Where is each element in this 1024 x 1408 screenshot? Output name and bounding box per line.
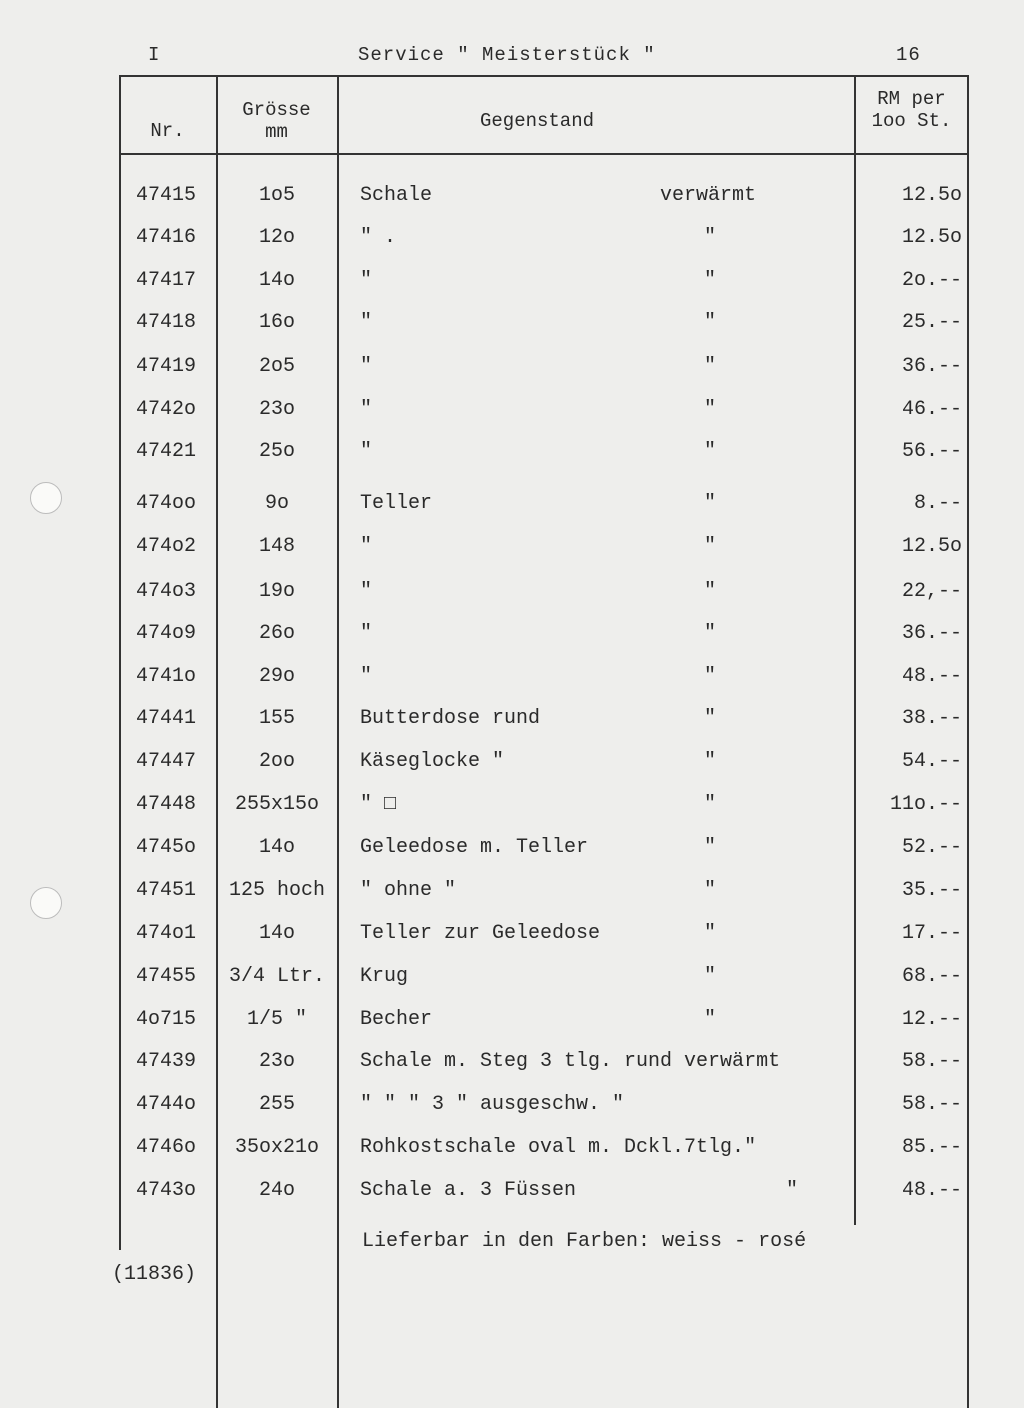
row-number: 47421: [136, 440, 197, 463]
row-note: ": [704, 355, 717, 378]
row-size: 1/5 ": [246, 1008, 307, 1031]
row-price: 56.--: [901, 440, 962, 463]
row-price: 22,--: [901, 580, 962, 603]
row-size: 14o: [258, 922, 295, 945]
row-note: ": [704, 492, 717, 515]
row-item: Butterdose rund: [360, 707, 541, 730]
row-item: ": [360, 311, 373, 334]
row-price: 12.5o: [901, 184, 962, 207]
row-size: 29o: [258, 665, 295, 688]
row-number: 47418: [136, 311, 197, 334]
row-item: ": [360, 580, 373, 603]
row-number: 47439: [136, 1050, 197, 1073]
row-size: 23o: [258, 398, 295, 421]
row-size: 255x15o: [234, 793, 319, 816]
row-number: 47448: [136, 793, 197, 816]
row-number: 47419: [136, 355, 197, 378]
row-item: ": [360, 622, 373, 645]
row-number: 4o715: [136, 1008, 197, 1031]
row-note: ": [704, 879, 717, 902]
row-note: ": [704, 580, 717, 603]
row-size: 12o: [258, 226, 295, 249]
row-item: " .: [360, 226, 397, 249]
row-price: 54.--: [901, 750, 962, 773]
row-item: Teller: [360, 492, 433, 515]
row-item: Krug: [360, 965, 409, 988]
row-size: 35ox21o: [234, 1136, 319, 1159]
row-price: 2o.--: [901, 269, 962, 292]
row-number: 474o1: [136, 922, 197, 945]
row-note: ": [704, 836, 717, 859]
row-number: 4744o: [136, 1093, 197, 1116]
column-header-item: Gegenstand: [479, 110, 595, 132]
row-size: 9o: [264, 492, 289, 515]
column-header-price-line2: 1oo St.: [871, 110, 952, 132]
punch-hole-icon: [30, 887, 62, 919]
row-size: 25o: [258, 440, 295, 463]
row-size: 26o: [258, 622, 295, 645]
row-item: Becher: [360, 1008, 433, 1031]
row-price: 38.--: [901, 707, 962, 730]
row-note: ": [704, 750, 717, 773]
row-size: 14o: [258, 269, 295, 292]
row-item: Teller zur Geleedose: [360, 922, 601, 945]
row-size: 23o: [258, 1050, 295, 1073]
row-number: 474oo: [136, 492, 197, 515]
row-price: 35.--: [901, 879, 962, 902]
row-size: 3/4 Ltr.: [228, 965, 325, 988]
row-item: " " " 3 " ausgeschw. ": [360, 1093, 625, 1116]
row-size: 148: [258, 535, 295, 558]
column-header-size-line2: mm: [265, 121, 288, 143]
row-item: Rohkostschale oval m. Dckl.7tlg.": [360, 1136, 757, 1159]
row-number: 474o9: [136, 622, 197, 645]
row-item: Geleedose m. Teller: [360, 836, 589, 859]
punch-hole-icon: [30, 482, 62, 514]
row-note: ": [704, 922, 717, 945]
row-number: 4741o: [136, 665, 197, 688]
row-item: Schale a. 3 Füssen: [360, 1179, 577, 1202]
row-price: 12.5o: [901, 226, 962, 249]
row-size: 16o: [258, 311, 295, 334]
row-size: 19o: [258, 580, 295, 603]
row-note: ": [704, 965, 717, 988]
row-size: 1o5: [258, 184, 295, 207]
table-header-rule: [119, 153, 969, 155]
row-item: Käseglocke ": [360, 750, 505, 773]
row-price: 36.--: [901, 622, 962, 645]
row-item: ": [360, 355, 373, 378]
row-note: ": [704, 440, 717, 463]
row-price: 11o.--: [889, 793, 962, 816]
row-note: ": [704, 707, 717, 730]
row-note: ": [704, 622, 717, 645]
column-divider-size: [337, 75, 339, 1408]
row-price: 68.--: [901, 965, 962, 988]
row-item: " □: [360, 793, 397, 816]
table-left-rule: [119, 75, 121, 1250]
row-number: 4746o: [136, 1136, 197, 1159]
column-header-size-line1: Grösse: [242, 99, 311, 121]
row-item: ": [360, 440, 373, 463]
row-note: ": [704, 311, 717, 334]
section-roman-numeral: I: [148, 44, 161, 66]
row-note: ": [704, 665, 717, 688]
row-number: 4742o: [136, 398, 197, 421]
row-number: 47415: [136, 184, 197, 207]
row-price: 12.--: [901, 1008, 962, 1031]
row-number: 4745o: [136, 836, 197, 859]
column-divider-item: [854, 75, 856, 1225]
row-item: Schale m. Steg 3 tlg. rund verwärmt: [360, 1050, 781, 1073]
row-number: 47447: [136, 750, 197, 773]
column-header-nr: Nr.: [150, 120, 185, 142]
row-number: 47455: [136, 965, 197, 988]
row-item: " ohne ": [360, 879, 457, 902]
row-price: 48.--: [901, 665, 962, 688]
row-size: 155: [258, 707, 295, 730]
row-note: ": [704, 1008, 717, 1031]
row-item: ": [360, 535, 373, 558]
row-price: 25.--: [901, 311, 962, 334]
row-item: Schale: [360, 184, 433, 207]
row-number: 47451: [136, 879, 197, 902]
row-price: 8.--: [913, 492, 962, 515]
row-number: 47416: [136, 226, 197, 249]
row-price: 36.--: [901, 355, 962, 378]
row-price: 52.--: [901, 836, 962, 859]
row-note: ": [704, 269, 717, 292]
row-number: 47441: [136, 707, 197, 730]
row-price: 12.5o: [901, 535, 962, 558]
row-number: 474o3: [136, 580, 197, 603]
row-size: 2o5: [258, 355, 295, 378]
table-right-rule: [967, 75, 969, 1408]
row-note: ": [786, 1179, 799, 1202]
document-code: (11836): [112, 1263, 197, 1286]
table-top-rule: [119, 75, 969, 77]
row-item: ": [360, 269, 373, 292]
row-note: ": [704, 535, 717, 558]
row-size: 14o: [258, 836, 295, 859]
row-price: 58.--: [901, 1050, 962, 1073]
row-size: 255: [258, 1093, 295, 1116]
row-price: 17.--: [901, 922, 962, 945]
row-note: verwärmt: [660, 184, 757, 207]
row-note: ": [704, 398, 717, 421]
row-price: 58.--: [901, 1093, 962, 1116]
row-item: ": [360, 665, 373, 688]
row-note: ": [704, 226, 717, 249]
row-item: ": [360, 398, 373, 421]
row-price: 48.--: [901, 1179, 962, 1202]
row-price: 85.--: [901, 1136, 962, 1159]
column-header-price-line1: RM per: [877, 88, 946, 110]
row-price: 46.--: [901, 398, 962, 421]
row-size: 2oo: [258, 750, 295, 773]
row-size: 24o: [258, 1179, 295, 1202]
page-number: 16: [896, 44, 921, 66]
row-number: 4743o: [136, 1179, 197, 1202]
row-size: 125 hoch: [228, 879, 325, 902]
row-note: ": [704, 793, 717, 816]
row-number: 474o2: [136, 535, 197, 558]
colors-note: Lieferbar in den Farben: weiss - rosé: [362, 1230, 807, 1253]
row-number: 47417: [136, 269, 197, 292]
page-title: Service " Meisterstück ": [358, 44, 656, 66]
